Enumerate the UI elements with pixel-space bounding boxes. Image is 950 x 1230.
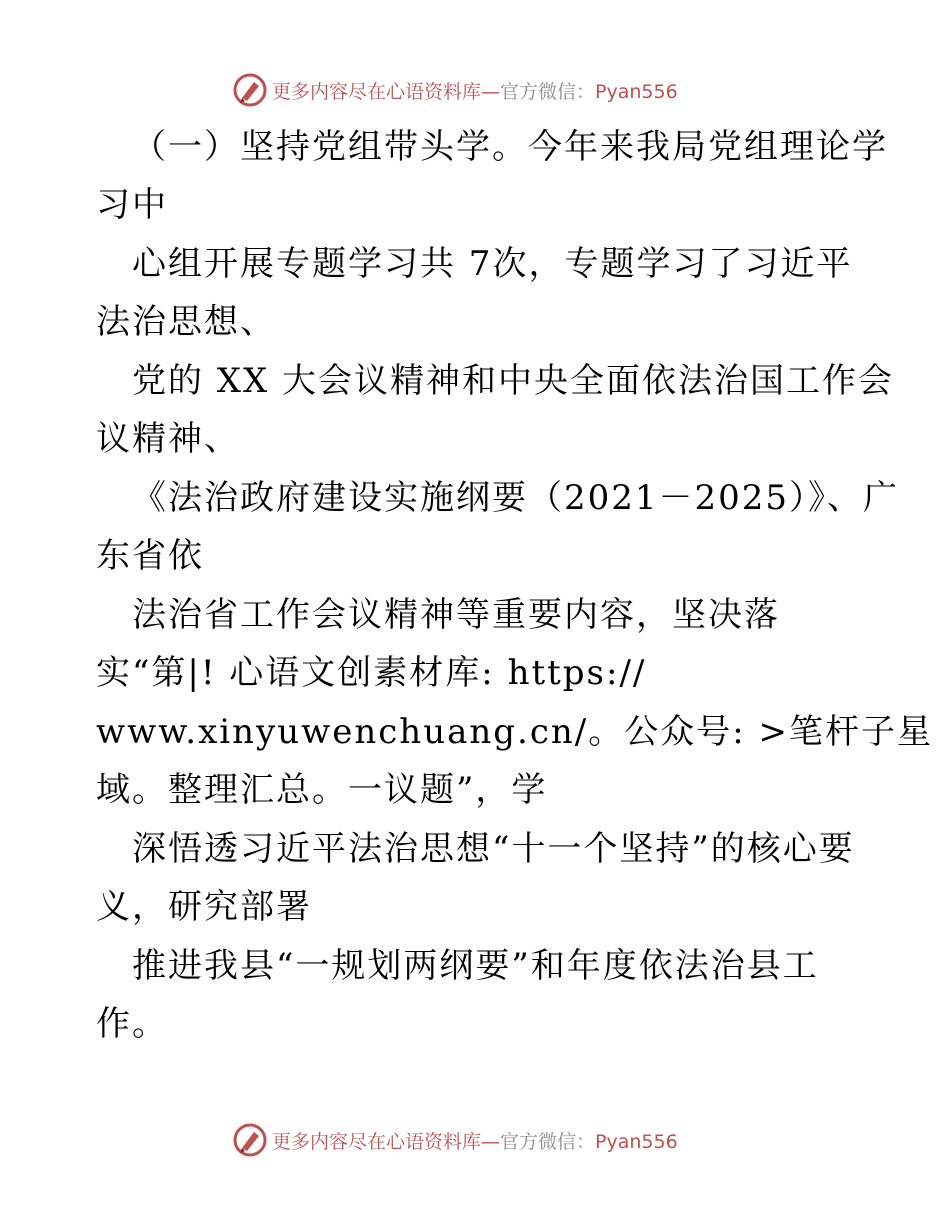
body-line: 域。整理汇总。一议题”，学 [96,770,548,810]
body-line: 党的 XX 大会议精神和中央全面依法治国工作会 [132,361,895,401]
body-line: 法治思想、 [96,302,276,342]
pen-logo-icon [232,1122,268,1158]
body-line: 习中 [96,185,168,225]
body-line: www.xinyuwenchuang.cn/。公众号: >笔杆子星 [96,712,933,752]
footer-banner [232,1120,752,1160]
body-line: 东省依 [96,536,204,576]
body-line: 义，研究部署 [96,887,312,927]
body-line: 深悟透习近平法治思想“十一个坚持”的核心要 [132,829,855,869]
body-line: 实“第|! 心语文创素材库: https:// [96,653,647,693]
pen-logo-icon [232,72,268,108]
body-line: 法治省工作会议精神等重要内容，坚决落 [132,595,780,635]
body-line: 《法治政府建设实施纲要（2021－2025）》、广 [132,478,900,518]
header-text: 更多内容尽在心语资料库—官方微信：Pyan556 [272,80,678,103]
body-line: 心组开展专题学习共 7次，专题学习了习近平 [132,244,853,284]
header-banner [232,70,752,110]
body-line: 作。 [96,1004,168,1044]
footer-text: 更多内容尽在心语资料库—官方微信：Pyan556 [272,1130,678,1153]
body-line: 推进我县“一规划两纲要”和年度依法治县工 [132,946,819,986]
body-line: 议精神、 [96,419,240,459]
body-line: （一）坚持党组带头学。今年来我局党组理论学 [132,127,888,167]
